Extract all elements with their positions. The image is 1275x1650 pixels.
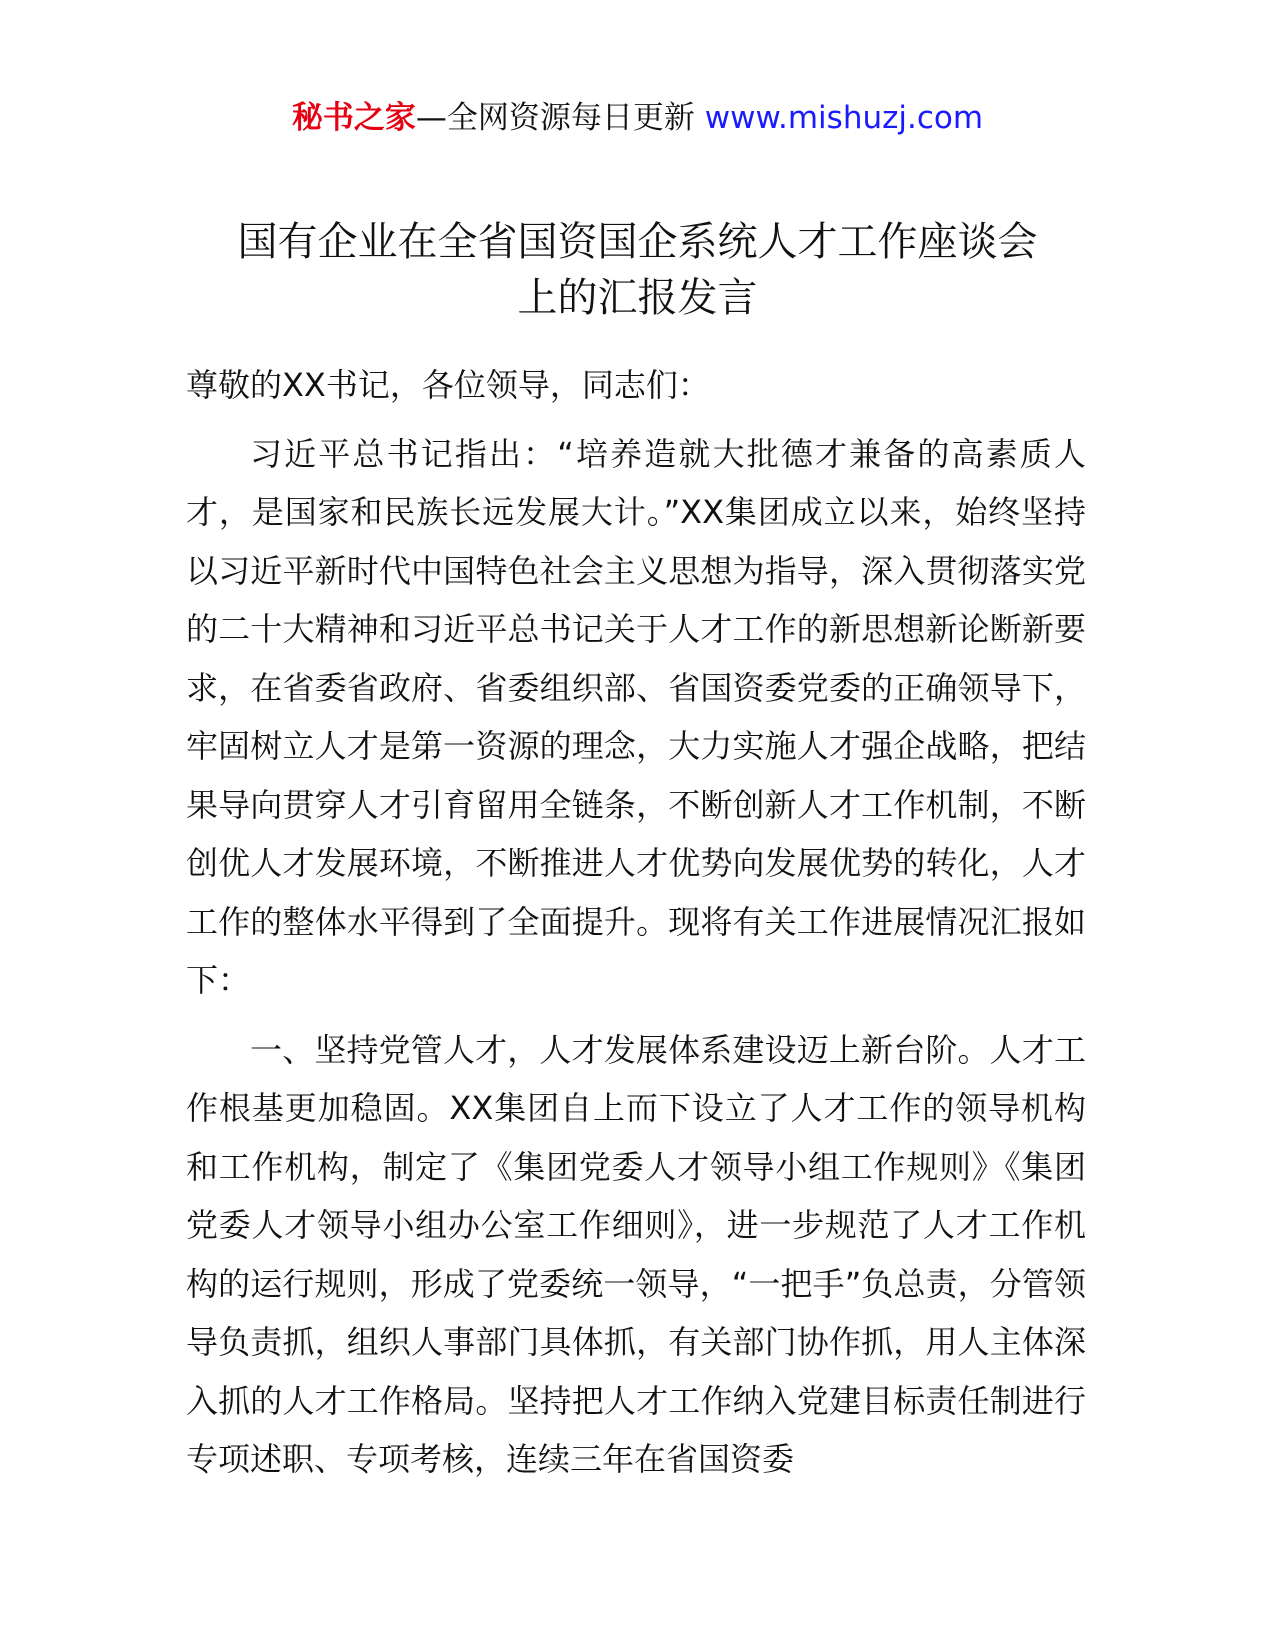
greeting-line: 尊敬的XX书记，各位领导，同志们：: [186, 366, 710, 404]
document-body: [186, 356, 1086, 1500]
site-url-link[interactable]: www.mishuzj.com: [704, 100, 984, 136]
document-title-line-2: 上的汇报发言: [517, 275, 758, 321]
site-header: [0, 96, 1275, 140]
paragraph-section-one: 一、坚持党管人才，人才发展体系建设迈上新台阶。人才工作根基更加稳固。XX集团自上而下设立了人才工作的领导机构和工作机构，制定了《集团党委人才领导小组工作规则》《集团党委人才领导小组办公室工作细则》，进一步规范了人才工作机构的运行规则，形成了党委统一领导，“一把手”负总责，分管领导负责抓，组织人事部门具体抓，有关部门协作抓，用人主体深入抓的人才工作格局。坚持把人才工作纳入党建目标责任制进行专项述职、专项考核，连续三年在省国资委: [186, 1030, 1086, 1478]
document-title-line-1: 国有企业在全省国资国企系统人才工作座谈会: [237, 219, 1038, 265]
paragraph-intro: 习近平总书记指出：“培养造就大批德才兼备的高素质人才，是国家和民族长远发展大计。”XX集团成立以来，始终坚持以习近平新时代中国特色社会主义思想为指导，深入贯彻落实党的二十大精神和习近平总书记关于人才工作的新思想新论断新要求，在省委省政府、省委组织部、省国资委党委的正确领导下，牢固树立人才是第一资源的理念，大力实施人才强企战略，把结果导向贯穿人才引育留用全链条，不断创新人才工作机制，不断创优人才发展环境，不断推进人才优势向发展优势的转化，人才工作的整体水平得到了全面提升。现将有关工作进展情况汇报如下：: [186, 434, 1086, 999]
site-brand: 秘书之家: [291, 100, 416, 136]
site-slogan: —全网资源每日更新: [415, 100, 695, 136]
document-title: [150, 214, 1125, 326]
